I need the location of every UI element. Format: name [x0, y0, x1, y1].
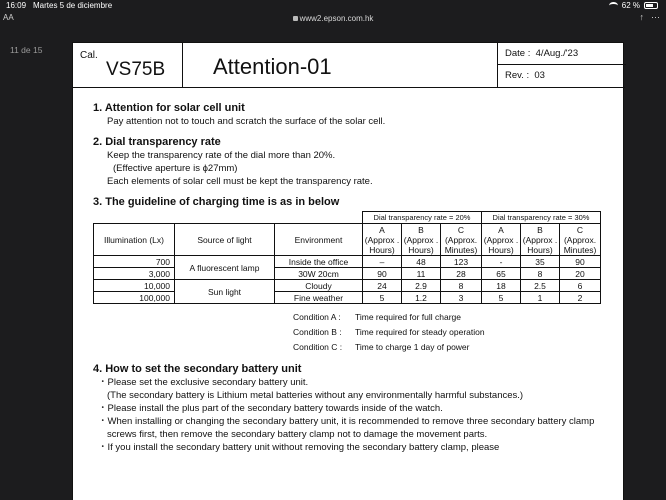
- bullet-item: [93, 415, 613, 441]
- col-a-20: A (Approx . Hours): [363, 224, 402, 256]
- section-2-line2: (Effective aperture is ϕ27mm): [113, 163, 238, 174]
- cell-b30: 2.5: [521, 280, 560, 292]
- condition-text: Time required for steady operation: [355, 327, 485, 337]
- table-row: [94, 280, 601, 292]
- condition-key: Condition B :: [293, 327, 342, 337]
- bullet-marker: ・: [98, 377, 108, 388]
- section-4-heading: 4. How to set the secondary battery unit: [93, 363, 302, 375]
- cell-a20: 90: [363, 268, 402, 280]
- page-indicator: 11 de 15: [10, 45, 43, 55]
- cell-lux: 700: [94, 256, 175, 268]
- cell-c20: 28: [441, 268, 482, 280]
- bullet-text: Please set the exclusive secondary battery unit.: [107, 377, 309, 388]
- cell-a30: 65: [482, 268, 521, 280]
- status-right: [609, 1, 658, 10]
- bullet-marker: ・: [98, 403, 108, 414]
- date-label: Date :: [505, 48, 531, 59]
- bullet-text: Please install the plus part of the secondary battery towards inside of the watch.: [107, 403, 443, 414]
- cell-env: Inside the office: [275, 256, 363, 268]
- reader-aa-icon[interactable]: AA: [3, 13, 14, 22]
- cell-lux: 3,000: [94, 268, 175, 280]
- bullet-text: If you install the secondary battery unit without removing the secondary battery clamp, please: [107, 442, 500, 453]
- cell-a20: –: [363, 256, 402, 268]
- cell-a20: 24: [363, 280, 402, 292]
- condition-text: Time to charge 1 day of power: [355, 342, 470, 352]
- date-value: 4/Aug./'23: [535, 48, 579, 59]
- col-c-20: C (Approx. Minutes): [441, 224, 482, 256]
- cell-env: Cloudy: [275, 280, 363, 292]
- document-header: [73, 43, 625, 88]
- bullet-marker: ・: [98, 416, 108, 427]
- col-b-30: B (Approx . Hours): [521, 224, 560, 256]
- cell-b30: 35: [521, 256, 560, 268]
- condition-key: Condition C :: [293, 342, 343, 352]
- table-row: [94, 292, 601, 304]
- cal-cell: [73, 43, 183, 87]
- bullet-item: [93, 441, 613, 454]
- status-bar: [0, 0, 666, 12]
- status-date: Martes 5 de diciembre: [33, 1, 113, 10]
- condition-key: Condition A :: [293, 312, 341, 322]
- cell-env: Fine weather: [275, 292, 363, 304]
- cell-c20: 8: [441, 280, 482, 292]
- col-a-30: A (Approx . Hours): [482, 224, 521, 256]
- cell-b20: 48: [402, 256, 441, 268]
- document-page: [72, 42, 624, 500]
- cell-c20: 123: [441, 256, 482, 268]
- cal-label: Cal.: [80, 50, 98, 61]
- section-3-heading: 3. The guideline of charging time is as in below: [93, 196, 340, 208]
- condition-item: [293, 340, 613, 355]
- section-2-heading: 2. Dial transparency rate: [93, 136, 221, 148]
- table-row: [94, 268, 601, 280]
- cell-b30: 8: [521, 268, 560, 280]
- condition-item: [293, 325, 613, 340]
- rev-label: Rev. :: [505, 70, 530, 81]
- group-header-20: Dial transparency rate = 20%: [363, 212, 482, 224]
- section-1-text: Pay attention not to touch and scratch the surface of the solar cell.: [107, 116, 386, 127]
- rev-row: [498, 65, 626, 87]
- battery-icon: [644, 2, 658, 9]
- bullet-marker: ・: [98, 442, 108, 453]
- cell-lux: 100,000: [94, 292, 175, 304]
- condition-text: Time required for full charge: [355, 312, 461, 322]
- cell-c30: 90: [560, 256, 601, 268]
- table-row: [94, 256, 601, 268]
- document-body: [93, 101, 613, 454]
- cell-a30: 5: [482, 292, 521, 304]
- cell-a30: -: [482, 256, 521, 268]
- rev-value: 03: [534, 70, 545, 81]
- status-time: 16:09: [6, 1, 27, 10]
- section-1-heading: 1. Attention for solar cell unit: [93, 102, 245, 114]
- lock-icon: [293, 16, 298, 21]
- section-2-line3: Each elements of solar cell must be kept the transparency rate.: [107, 176, 373, 187]
- page-title: Attention-01: [213, 54, 332, 79]
- bullet-text: When installing or changing the secondary battery unit, it is recommended to remove three secondary battery clamp screws first, then remove the secondary battery clamp not to damage the movement parts.: [107, 416, 595, 440]
- cell-b20: 11: [402, 268, 441, 280]
- cal-value: VS75B: [106, 59, 166, 80]
- cell-a20: 5: [363, 292, 402, 304]
- url-text: www2.epson.com.hk: [299, 14, 374, 23]
- section-2-line1: Keep the transparency rate of the dial more than 20%.: [107, 150, 336, 161]
- cell-c30: 2: [560, 292, 601, 304]
- cell-source-fluorescent: A fluorescent lamp: [175, 256, 275, 280]
- cell-b20: 1.2: [402, 292, 441, 304]
- cell-c30: 20: [560, 268, 601, 280]
- share-icon[interactable]: ↑: [639, 12, 644, 22]
- col-environment: Environment: [275, 224, 363, 256]
- col-source: Source of light: [175, 224, 275, 256]
- cell-c20: 3: [441, 292, 482, 304]
- cell-c30: 6: [560, 280, 601, 292]
- more-icon[interactable]: ⋯: [651, 12, 660, 22]
- url-field[interactable]: [0, 14, 666, 23]
- conditions-legend: [93, 310, 613, 355]
- cell-a30: 18: [482, 280, 521, 292]
- cell-source-sun: Sun light: [175, 280, 275, 304]
- section-4-bullets: [93, 376, 613, 454]
- meta-box: [497, 43, 625, 87]
- cell-lux: 10,000: [94, 280, 175, 292]
- wifi-icon: [609, 2, 618, 9]
- bullet-item: [93, 402, 613, 415]
- group-header-30: Dial transparency rate = 30%: [482, 212, 601, 224]
- cell-env: 30W 20cm: [275, 268, 363, 280]
- battery-percent: 62 %: [621, 1, 640, 10]
- cell-b30: 1: [521, 292, 560, 304]
- charging-time-table: [93, 211, 601, 304]
- col-b-20: B (Approx . Hours): [402, 224, 441, 256]
- browser-address-bar: [0, 12, 666, 26]
- cell-b20: 2.9: [402, 280, 441, 292]
- date-row: [498, 43, 626, 65]
- col-illumination: Illumination (Lx): [94, 224, 175, 256]
- condition-item: [293, 310, 613, 325]
- col-c-30: C (Approx. Minutes): [560, 224, 601, 256]
- bullet-item: [93, 376, 613, 389]
- bullet-continuation: (The secondary battery is Lithium metal batteries without any environmentally harmful substances.): [107, 390, 524, 401]
